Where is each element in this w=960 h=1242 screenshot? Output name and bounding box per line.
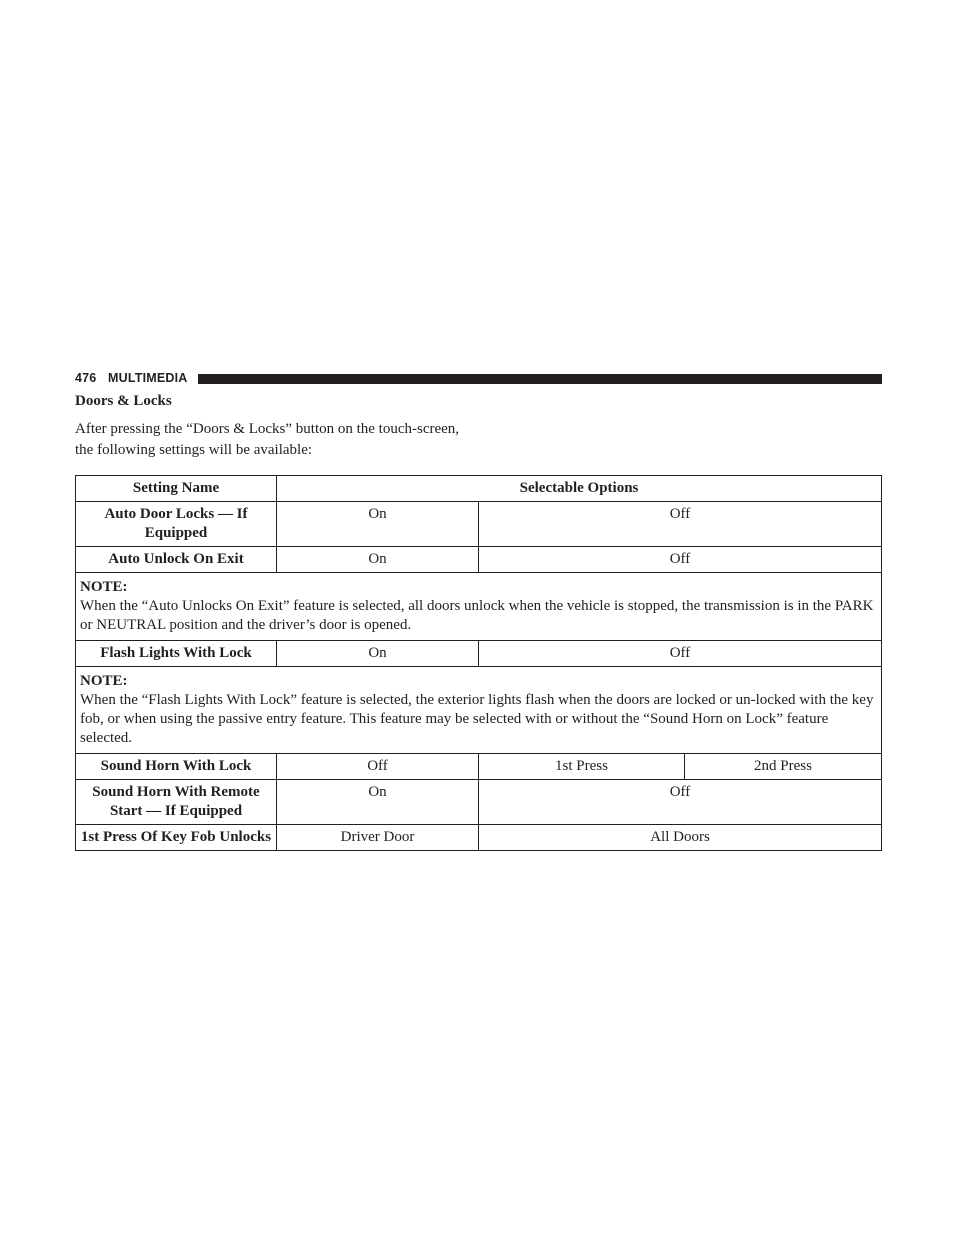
option-cell: On: [277, 641, 479, 667]
note-label: NOTE:: [80, 673, 128, 689]
header-setting-name: Setting Name: [76, 476, 277, 502]
setting-name: 1st Press Of Key Fob Unlocks: [76, 825, 277, 851]
table-row: [76, 754, 882, 780]
option-cell: Driver Door: [277, 825, 479, 851]
option-cell: Off: [479, 780, 882, 825]
table-row: [76, 641, 882, 667]
table-row: [76, 502, 882, 547]
table-header-row: [76, 476, 882, 502]
intro-paragraph: After pressing the “Doors & Locks” button on the touch-screen, the following settings will be available:: [75, 421, 460, 458]
option-cell: Off: [479, 547, 882, 573]
option-cell: Off: [277, 754, 479, 780]
header-rule: [198, 374, 882, 384]
note-row: [76, 667, 882, 754]
note-cell: [76, 573, 882, 641]
setting-name: Auto Unlock On Exit: [76, 547, 277, 573]
section-title: MULTIMEDIA: [108, 371, 188, 385]
section-heading: Doors & Locks: [75, 393, 172, 409]
table-row: [76, 825, 882, 851]
note-cell: [76, 667, 882, 754]
option-cell: On: [277, 502, 479, 547]
setting-name: Flash Lights With Lock: [76, 641, 277, 667]
setting-name: Sound Horn With Lock: [76, 754, 277, 780]
page-number: 476: [75, 371, 97, 385]
option-cell: On: [277, 547, 479, 573]
note-text: When the “Auto Unlocks On Exit” feature is selected, all doors unlock when the vehicle is stopped, the transmission is in the PARK or NEUTRAL position and the driver’s door is opened.: [80, 598, 874, 633]
option-cell: On: [277, 780, 479, 825]
option-cell: 1st Press: [479, 754, 685, 780]
table-row: [76, 780, 882, 825]
header-selectable-options: Selectable Options: [277, 476, 882, 502]
settings-table: [75, 475, 882, 851]
option-cell: Off: [479, 502, 882, 547]
option-cell: All Doors: [479, 825, 882, 851]
option-cell: Off: [479, 641, 882, 667]
note-text: When the “Flash Lights With Lock” feature is selected, the exterior lights flash when the doors are locked or un-locked with the key fob, or when using the passive entry feature. This feature may be selected with or without the “Sound Horn on Lock” feature selected.: [80, 692, 874, 746]
note-row: [76, 573, 882, 641]
page-header: [75, 372, 882, 386]
setting-name: Auto Door Locks — If Equipped: [76, 502, 277, 547]
note-label: NOTE:: [80, 579, 128, 595]
option-cell: 2nd Press: [685, 754, 882, 780]
setting-name: Sound Horn With Remote Start — If Equipped: [76, 780, 277, 825]
table-row: [76, 547, 882, 573]
